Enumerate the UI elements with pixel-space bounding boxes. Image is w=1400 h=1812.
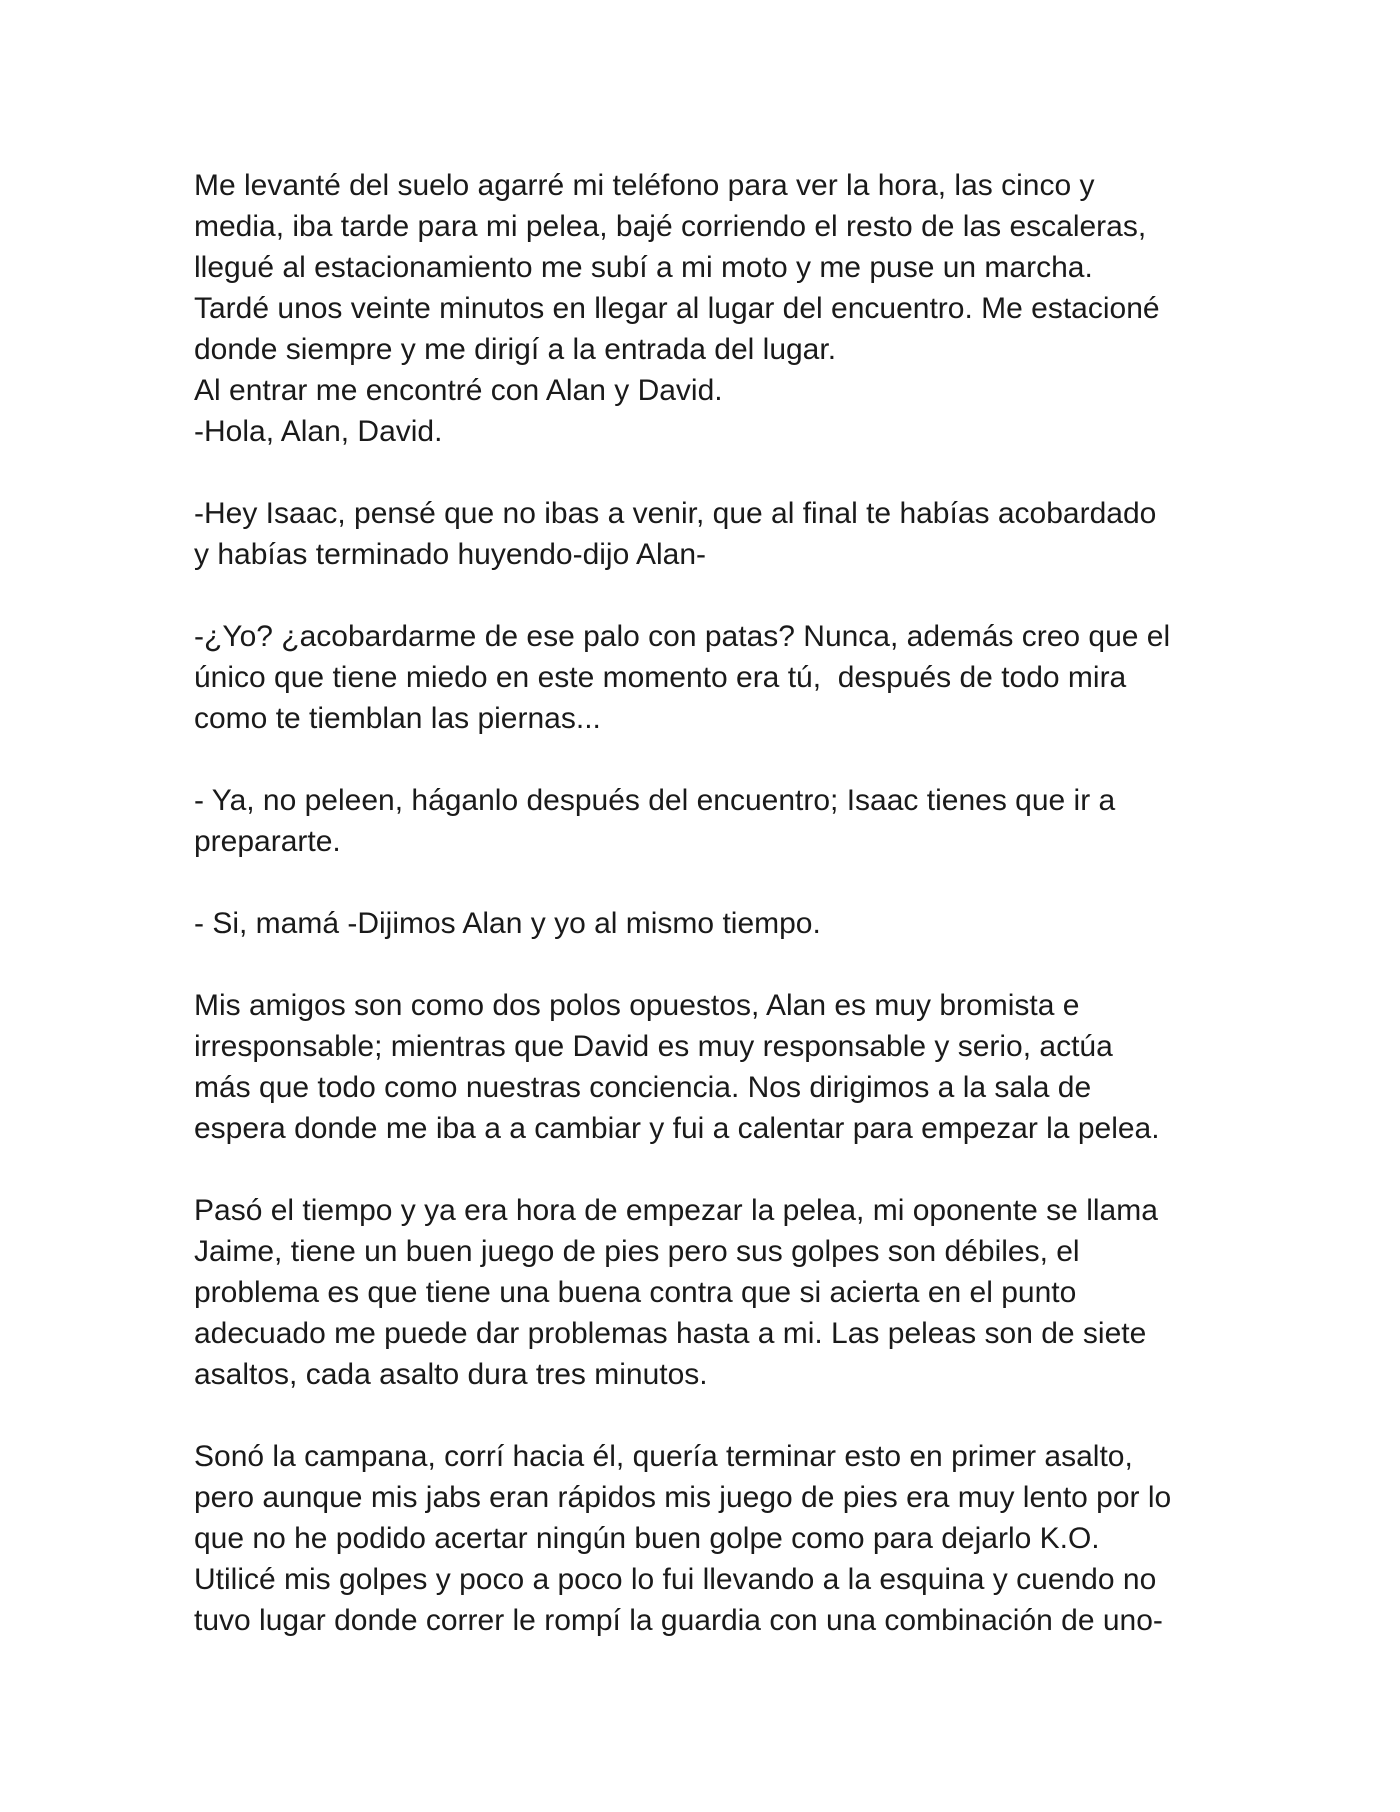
text-line: Utilicé mis golpes y poco a poco lo fui llevando a la esquina y cuendo no	[194, 1563, 1157, 1596]
text-line: Al entrar me encontré con Alan y David.	[194, 374, 723, 407]
text-line: donde siempre y me dirigí a la entrada del lugar.	[194, 333, 837, 366]
paragraph-gap	[194, 944, 1254, 985]
text-line: Me levanté del suelo agarré mi teléfono para ver la hora, las cinco y	[194, 169, 1095, 202]
text-line: y habías terminado huyendo-dijo Alan-	[194, 538, 706, 571]
text-line: más que todo como nuestras conciencia. Nos dirigimos a la sala de	[194, 1071, 1092, 1104]
text-line: como te tiemblan las piernas...	[194, 702, 601, 735]
text-line: -Hey Isaac, pensé que no ibas a venir, que al final te habías acobardado	[194, 497, 1157, 530]
text-line: -Hola, Alan, David.	[194, 415, 443, 448]
text-line: media, iba tarde para mi pelea, bajé corriendo el resto de las escaleras,	[194, 210, 1147, 243]
text-line: llegué al estacionamiento me subí a mi moto y me puse un marcha.	[194, 251, 1093, 284]
text-line: Tardé unos veinte minutos en llegar al lugar del encuentro. Me estacioné	[194, 292, 1160, 325]
text-line: Jaime, tiene un buen juego de pies pero sus golpes son débiles, el	[194, 1235, 1080, 1268]
text-line: pero aunque mis jabs eran rápidos mis juego de pies era muy lento por lo	[194, 1481, 1172, 1514]
text-line: que no he podido acertar ningún buen golpe como para dejarlo K.O.	[194, 1522, 1100, 1555]
text-line: espera donde me iba a a cambiar y fui a calentar para empezar la pelea.	[194, 1112, 1160, 1145]
text-line: - Ya, no peleen, háganlo después del encuentro; Isaac tienes que ir a	[194, 784, 1116, 817]
paragraph-gap	[194, 452, 1254, 493]
text-line: problema es que tiene una buena contra que si acierta en el punto	[194, 1276, 1077, 1309]
paragraph-gap	[194, 1395, 1254, 1436]
text-line: Mis amigos son como dos polos opuestos, Alan es muy bromista e	[194, 989, 1080, 1022]
text-line: -¿Yo? ¿acobardarme de ese palo con patas? Nunca, además creo que el	[194, 620, 1171, 653]
story-text	[194, 165, 1254, 1641]
text-line: adecuado me puede dar problemas hasta a mi. Las peleas son de siete	[194, 1317, 1147, 1350]
paragraph-gap	[194, 739, 1254, 780]
text-line: - Si, mamá -Dijimos Alan y yo al mismo tiempo.	[194, 907, 821, 940]
text-line: prepararte.	[194, 825, 341, 858]
text-line: Sonó la campana, corrí hacia él, quería terminar esto en primer asalto,	[194, 1440, 1133, 1473]
paragraph-gap	[194, 1149, 1254, 1190]
text-line: irresponsable; mientras que David es muy responsable y serio, actúa	[194, 1030, 1113, 1063]
text-line: tuvo lugar donde correr le rompí la guardia con una combinación de uno-	[194, 1604, 1163, 1637]
paragraph-gap	[194, 575, 1254, 616]
text-line: asaltos, cada asalto dura tres minutos.	[194, 1358, 708, 1391]
text-line: único que tiene miedo en este momento era tú, después de todo mira	[194, 661, 1127, 694]
paragraph-gap	[194, 862, 1254, 903]
text-line: Pasó el tiempo y ya era hora de empezar la pelea, mi oponente se llama	[194, 1194, 1158, 1227]
